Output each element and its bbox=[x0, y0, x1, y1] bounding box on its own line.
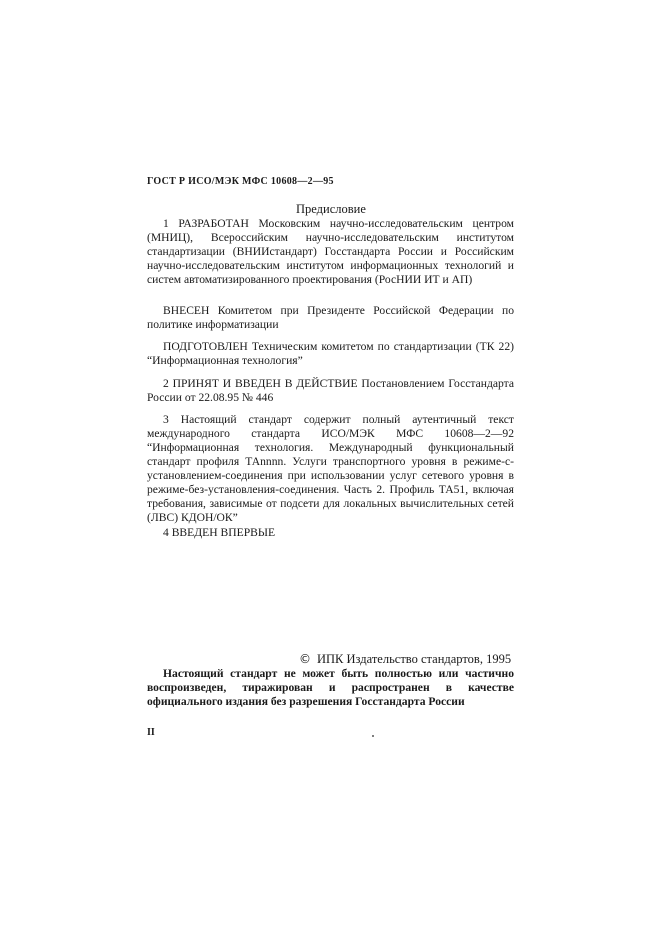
scan-speck bbox=[372, 735, 374, 737]
preface-paragraph-developed: 1 РАЗРАБОТАН Московским научно-исследовательским центром (МНИЦ), Всероссийским научно-исследовательским институтом стандартизации (ВНИИстандарт) Госстандарта России и Российским научно-исследовательским институтом информационных технологий и систем автоматизированного проектирования (РосНИИ ИТ и АП) bbox=[147, 217, 514, 286]
preface-paragraph-prepared: ПОДГОТОВЛЕН Техническим комитетом по стандартизации (ТК 22) “Информационная технология” bbox=[147, 340, 514, 367]
preface-paragraph-content: 3 Настоящий стандарт содержит полный аутентичный текст международного стандарта ИСО/МЭК МФС 10608—2—92 “Информационная технология. Международный функциональный стандарт профиля ТАnnnn. Услуги транспортного уровня в режиме-с-установлением-соединения при использовании услуг сетевого уровня в режиме-без-установления-соединения. Часть 2. Профиль ТА51, включая требования, зависимые от подсети для локальных вычислительных сетей (ЛВС) КДОН/ОК” bbox=[147, 413, 514, 524]
preface-title: Предисловие bbox=[296, 202, 366, 216]
copyright-line bbox=[299, 652, 511, 667]
preface-paragraph-introduced: ВНЕСЕН Комитетом при Президенте Российской Федерации по политике информатизации bbox=[147, 304, 514, 331]
preface-paragraph-adopted: 2 ПРИНЯТ И ВВЕДЕН В ДЕЙСТВИЕ Постановлением Госстандарта России от 22.08.95 № 446 bbox=[147, 377, 514, 404]
copyright-icon: © bbox=[299, 652, 311, 666]
copyright-text: ИПК Издательство стандартов, 1995 bbox=[317, 652, 512, 666]
page-number: II bbox=[147, 727, 155, 738]
standard-designation: ГОСТ Р ИСО/МЭК МФС 10608—2—95 bbox=[147, 176, 334, 187]
reproduction-notice: Настоящий стандарт не может быть полностью или частично воспроизведен, тиражирован и распространен в качестве официального издания без разрешения Госстандарта России bbox=[147, 667, 514, 708]
preface-paragraph-first-introduced: 4 ВВЕДЕН ВПЕРВЫЕ bbox=[163, 526, 276, 539]
